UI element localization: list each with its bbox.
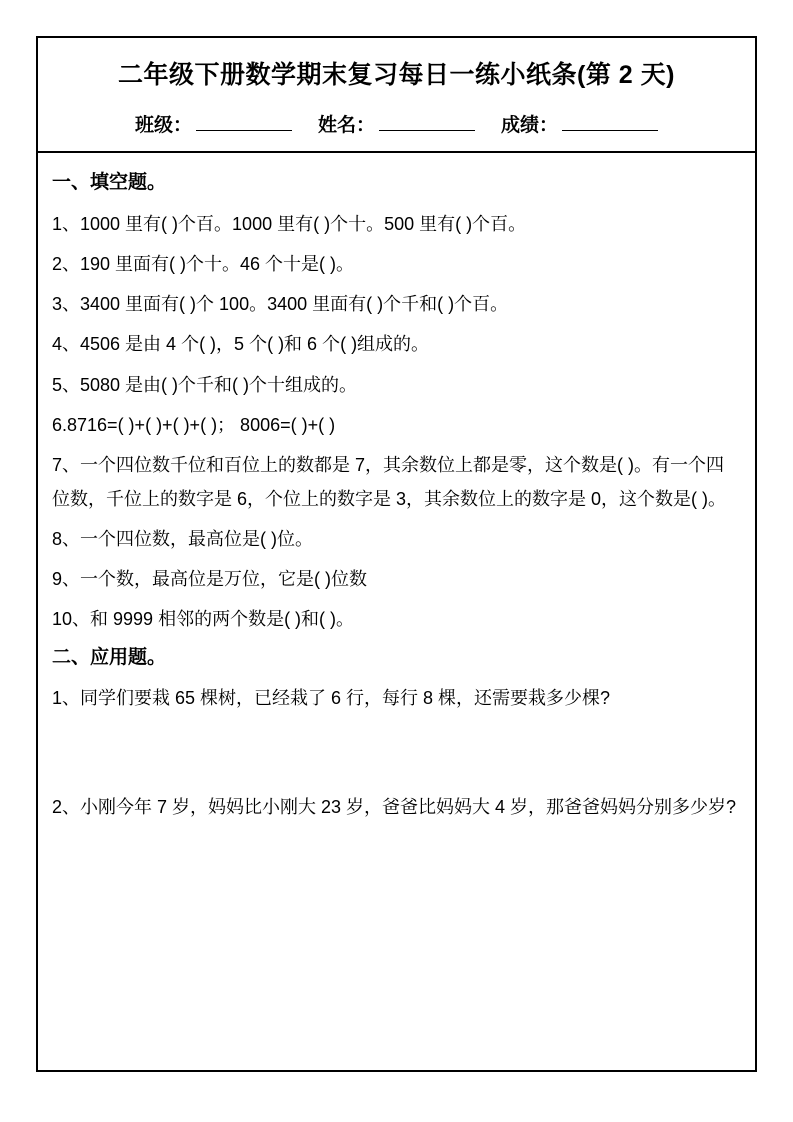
question-item: 3、3400 里面有( )个 100。3400 里面有( )个千和( )个百。: [52, 294, 509, 315]
question-item: 6.8716=( )+( )+( )+( )； 8006=( )+( ): [52, 414, 336, 435]
name-field: [318, 110, 475, 137]
question-item: 2、小刚今年 7 岁，妈妈比小刚大 23 岁，爸爸比妈妈大 4 岁，那爸爸妈妈分别多少岁?: [52, 796, 737, 817]
question-item: 10、和 9999 相邻的两个数是( )和( )。: [52, 609, 355, 630]
question-item: 1、同学们要栽 65 棵树，已经栽了 6 行，每行 8 棵，还需要栽多少棵?: [52, 688, 611, 709]
name-label: 姓名：: [317, 115, 375, 136]
student-info-row: [38, 110, 755, 145]
class-blank[interactable]: [196, 111, 292, 131]
question-item: 2、190 里面有( )个十。46 个十是( )。: [52, 253, 355, 274]
score-blank[interactable]: [562, 111, 658, 131]
question-item: 9、一个数，最高位是万位，它是( )位数: [52, 569, 367, 590]
class-field: [135, 110, 292, 137]
class-label: 班级：: [134, 115, 192, 136]
question-item: 5、5080 是由( )个千和( )个十组成的。: [52, 374, 358, 395]
score-field: [501, 110, 658, 137]
name-blank[interactable]: [379, 111, 475, 131]
answer-space[interactable]: [52, 721, 741, 791]
question-item: 8、一个四位数，最高位是( )位。: [52, 528, 313, 549]
page-title: 二年级下册数学期末复习每日一练小纸条(第 2 天): [118, 61, 675, 89]
section-heading-word-problems: 二、应用题。: [52, 646, 167, 668]
question-item: 7、一个四位数千位和百位上的数都是 7，其余数位上都是零，这个数是( )。有一个四位数，千位上的数字是 6，个位上的数字是 3，其余数位上的数字是 0，这个数是( )。: [52, 455, 727, 509]
worksheet-border: [36, 36, 757, 1072]
score-label: 成绩：: [501, 115, 559, 136]
answer-space[interactable]: [52, 829, 741, 889]
worksheet-content: [38, 153, 755, 889]
section-heading-fill-in-blanks: 一、填空题。: [52, 172, 167, 193]
question-item: 4、4506 是由 4 个( )，5 个( )和 6 个( )组成的。: [52, 334, 430, 355]
question-item: 1、1000 里有( )个百。1000 里有( )个十。500 里有( )个百。: [52, 213, 527, 234]
